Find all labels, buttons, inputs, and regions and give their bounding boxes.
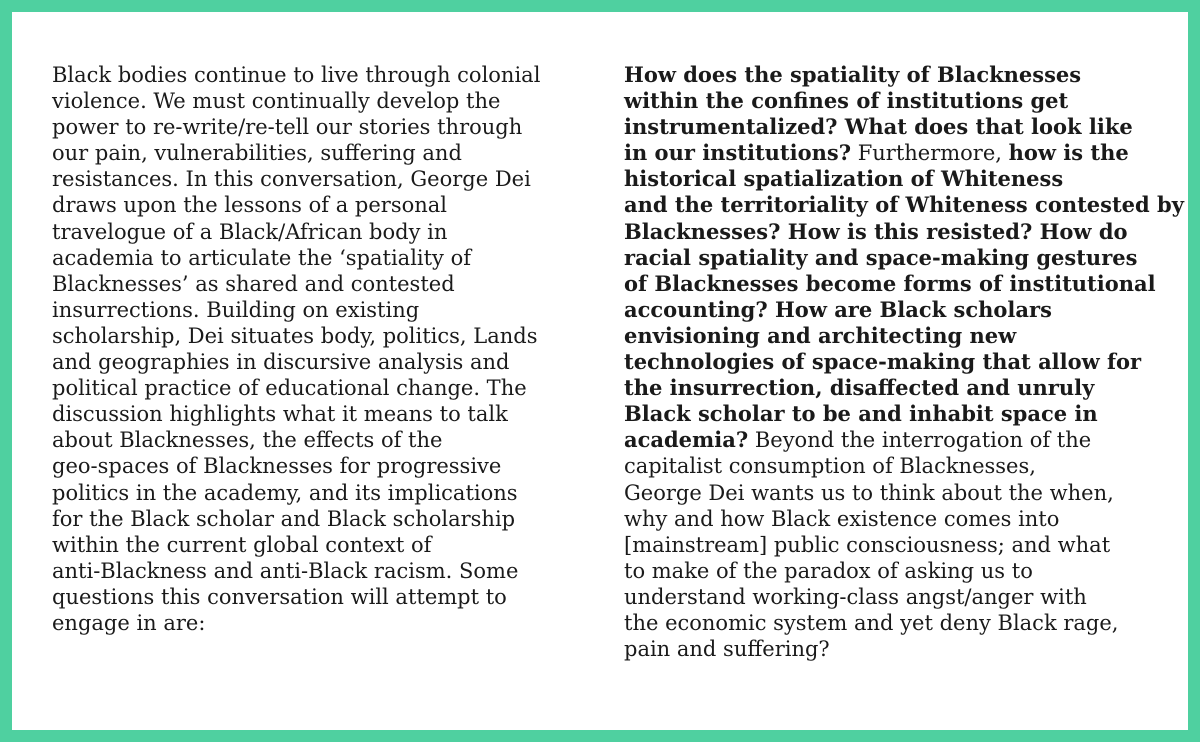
bold-question-text: how is the xyxy=(1008,140,1129,166)
left-line: travelogue of a Black/African body in xyxy=(52,219,448,244)
left-line: discussion highlights what it means to talk xyxy=(52,402,508,427)
body-text: capitalist consumption of Blacknesses, xyxy=(624,454,1036,479)
body-text: Beyond the interrogation of the xyxy=(748,428,1092,453)
right-line xyxy=(624,427,1184,453)
bold-question-text: racial spatiality and space-making gestures xyxy=(624,244,1138,270)
left-line: insurrections. Building on existing xyxy=(52,297,420,322)
right-line xyxy=(624,88,1184,114)
body-text: Furthermore, xyxy=(851,141,1009,166)
bold-question-text: instrumentalized? What does that look like xyxy=(624,114,1133,140)
left-line: politics in the academy, and its implications xyxy=(52,480,518,505)
right-line xyxy=(624,480,1184,506)
right-line xyxy=(624,323,1184,349)
left-line: scholarship, Dei situates body, politics, Lands xyxy=(52,323,538,348)
left-column-text xyxy=(52,62,592,636)
body-text: [mainstream] public consciousness; and what xyxy=(624,532,1111,557)
right-line xyxy=(624,114,1184,140)
bold-question-text: envisioning and architecting new xyxy=(624,322,1017,348)
left-line: for the Black scholar and Black scholarship xyxy=(52,506,516,531)
left-line: power to re-write/re-tell our stories through xyxy=(52,115,523,140)
left-line: engage in are: xyxy=(52,610,206,635)
left-line: within the current global context of xyxy=(52,532,432,557)
bold-question-text: and the territoriality of Whiteness contested by xyxy=(624,192,1184,218)
right-line xyxy=(624,245,1184,271)
left-line: political practice of educational change. The xyxy=(52,376,527,401)
left-line: and geographies in discursive analysis and xyxy=(52,350,510,375)
bold-question-text: within the confines of institutions get xyxy=(624,88,1069,114)
left-line: resistances. In this conversation, George Dei xyxy=(52,167,531,192)
left-line: Blacknesses’ as shared and contested xyxy=(52,271,455,296)
right-line xyxy=(624,532,1184,558)
left-line: questions this conversation will attempt to xyxy=(52,584,507,609)
body-text: pain and suffering? xyxy=(624,637,830,662)
left-line: anti-Blackness and anti-Black racism. Some xyxy=(52,558,519,583)
right-line xyxy=(624,297,1184,323)
body-text: why and how Black existence comes into xyxy=(624,506,1060,531)
bold-question-text: the insurrection, disaffected and unruly xyxy=(624,375,1095,401)
bold-question-text: in our institutions? xyxy=(624,140,852,166)
right-line xyxy=(624,636,1184,662)
right-line xyxy=(624,192,1184,218)
left-line: our pain, vulnerabilities, suffering and xyxy=(52,141,462,166)
left-line: about Blacknesses, the effects of the xyxy=(52,428,443,453)
left-line: geo-spaces of Blacknesses for progressive xyxy=(52,454,502,479)
left-line: academia to articulate the ‘spatiality of xyxy=(52,245,472,270)
right-line xyxy=(624,166,1184,192)
bold-question-text: technologies of space-making that allow for xyxy=(624,349,1142,375)
right-line xyxy=(624,401,1184,427)
right-line xyxy=(624,349,1184,375)
right-line xyxy=(624,219,1184,245)
bold-question-text: Black scholar to be and inhabit space in xyxy=(624,401,1098,427)
body-text: the economic system and yet deny Black rage, xyxy=(624,610,1119,635)
right-line xyxy=(624,584,1184,610)
right-line xyxy=(624,610,1184,636)
body-text: understand working-class angst/anger with xyxy=(624,584,1087,609)
bold-question-text: How does the spatiality of Blacknesses xyxy=(624,62,1082,87)
right-line xyxy=(624,506,1184,532)
right-line xyxy=(624,558,1184,584)
right-line xyxy=(624,271,1184,297)
right-column-text xyxy=(624,62,1184,662)
bold-question-text: academia? xyxy=(624,427,749,453)
right-line xyxy=(624,62,1184,88)
bold-question-text: Blacknesses? How is this resisted? How do xyxy=(624,218,1128,244)
right-line xyxy=(624,375,1184,401)
bold-question-text: historical spatialization of Whiteness xyxy=(624,166,1064,192)
right-line xyxy=(624,140,1184,166)
body-text: to make of the paradox of asking us to xyxy=(624,558,1033,583)
body-text: George Dei wants us to think about the when, xyxy=(624,480,1114,505)
right-line xyxy=(624,453,1184,479)
bold-question-text: accounting? How are Black scholars xyxy=(624,296,1052,322)
bold-question-text: of Blacknesses become forms of institutional xyxy=(624,270,1156,296)
left-line: Black bodies continue to live through colonial xyxy=(52,63,541,87)
left-line: violence. We must continually develop the xyxy=(52,89,501,114)
left-line: draws upon the lessons of a personal xyxy=(52,193,448,218)
